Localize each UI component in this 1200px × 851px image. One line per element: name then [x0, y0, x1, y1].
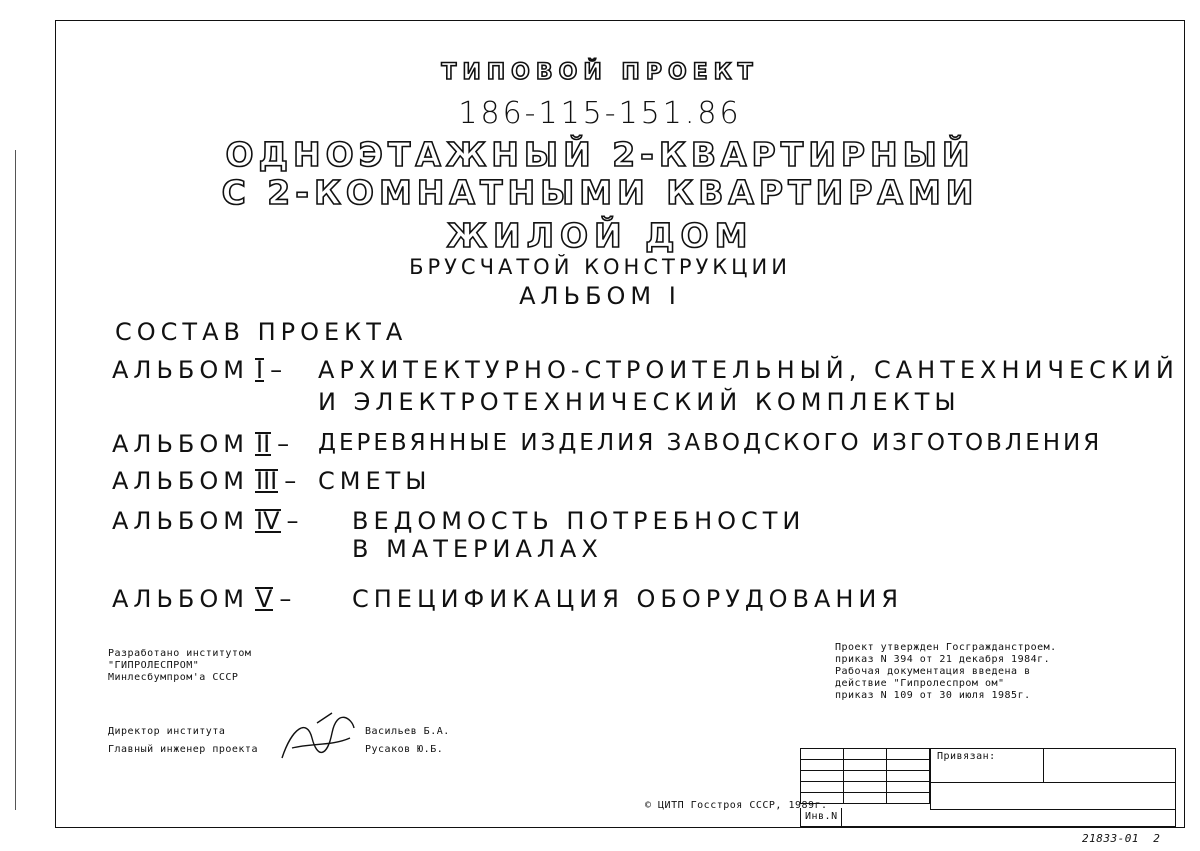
title-line-5: ЖИЛОЙ ДОМ: [446, 216, 754, 255]
approval-line: приказ N 109 от 30 июля 1985г.: [835, 690, 1031, 701]
album-5-desc-1: СПЕЦИФИКАЦИЯ ОБОРУДОВАНИЯ: [352, 585, 904, 613]
inv-label: Инв.N: [805, 811, 838, 822]
title-line-3: ОДНОЭТАЖНЫЙ 2-КВАРТИРНЫЙ: [225, 135, 975, 174]
role-chief-engineer: Главный инженер проекта: [108, 744, 258, 755]
album-1-desc-2: И ЭЛЕКТРОТЕХНИЧЕСКИЙ КОМПЛЕКТЫ: [318, 388, 961, 416]
stamp-binding-box: [930, 748, 1176, 810]
name-chief-engineer: Русаков Ю.Б.: [365, 744, 444, 755]
album-label: АЛЬБОМ: [112, 507, 249, 535]
developed-by-line: Минлесбумпром'а СССР: [108, 672, 239, 683]
project-number: 186-115-151.86: [458, 96, 742, 131]
album-title: АЛЬБОМ I: [519, 282, 681, 310]
title-line-1: ТИПОВОЙ ПРОЕКТ: [441, 60, 759, 85]
stamp-table-left: [800, 748, 930, 804]
roman-numeral: IV: [256, 507, 280, 535]
approval-note: [835, 642, 1105, 702]
album-5-label: АЛЬБОМ V –: [112, 585, 297, 613]
approval-line: действие "Гипролеспром ом": [835, 678, 1005, 689]
roman-numeral: III: [256, 467, 278, 495]
name-director: Васильев Б.А.: [365, 726, 450, 737]
title-line-4: С 2-КОМНАТНЫМИ КВАРТИРАМИ: [221, 173, 979, 212]
approval-line: Проект утвержден Госгражданстроем.: [835, 642, 1057, 653]
album-3-label: АЛЬБОМ III –: [112, 467, 302, 495]
signature-roles: [108, 726, 258, 756]
stamp-divider: [931, 782, 1175, 783]
copyright: © ЦИТП Госстроя СССР, 1989г.: [645, 800, 828, 811]
sheet-number: 2: [1153, 832, 1161, 845]
developed-by-line: Разработано институтом: [108, 648, 252, 659]
album-2-desc-1: ДЕРЕВЯННЫЕ ИЗДЕЛИЯ ЗАВОДСКОГО ИЗГОТОВЛЕНИЯ: [318, 430, 1103, 456]
album-3-desc-1: СМЕТЫ: [318, 467, 432, 495]
roman-numeral: V: [256, 585, 273, 613]
roman-numeral: I: [256, 356, 264, 384]
approval-line: приказ N 394 от 21 декабря 1984г.: [835, 654, 1051, 665]
developed-by-line: "ГИПРОЛЕСПРОМ": [108, 660, 200, 671]
binding-label: Привязан:: [937, 751, 996, 762]
album-1-desc-1: АРХИТЕКТУРНО-СТРОИТЕЛЬНЫЙ, САНТЕХНИЧЕСКИЙ: [318, 356, 1179, 384]
title-line-6: БРУСЧАТОЙ КОНСТРУКЦИИ: [409, 255, 791, 279]
approval-line: Рабочая документация введена в: [835, 666, 1031, 677]
sheet-code: [1082, 833, 1160, 845]
roman-numeral: II: [256, 430, 271, 458]
role-director: Директор института: [108, 726, 226, 737]
album-4-label: АЛЬБОМ IV –: [112, 507, 304, 535]
album-1-label: АЛЬБОМ I –: [112, 356, 288, 384]
stamp-divider: [841, 808, 842, 826]
album-label: АЛЬБОМ: [112, 430, 249, 458]
album-label: АЛЬБОМ: [112, 585, 249, 613]
stamp-bottom-row: [800, 808, 1176, 827]
signature-names: [365, 726, 450, 756]
composition-heading: СОСТАВ ПРОЕКТА: [115, 318, 408, 346]
developed-by: [108, 648, 251, 684]
album-4-desc-2: В МАТЕРИАЛАХ: [352, 535, 603, 563]
album-label: АЛЬБОМ: [112, 356, 249, 384]
signature-scribble: [272, 708, 362, 768]
album-label: АЛЬБОМ: [112, 467, 249, 495]
sheet-code-value: 21833-01: [1082, 832, 1139, 845]
stamp-divider: [1043, 749, 1044, 782]
album-4-desc-1: ВЕДОМОСТЬ ПОТРЕБНОСТИ: [352, 507, 806, 535]
album-2-label: АЛЬБОМ II –: [112, 430, 295, 458]
